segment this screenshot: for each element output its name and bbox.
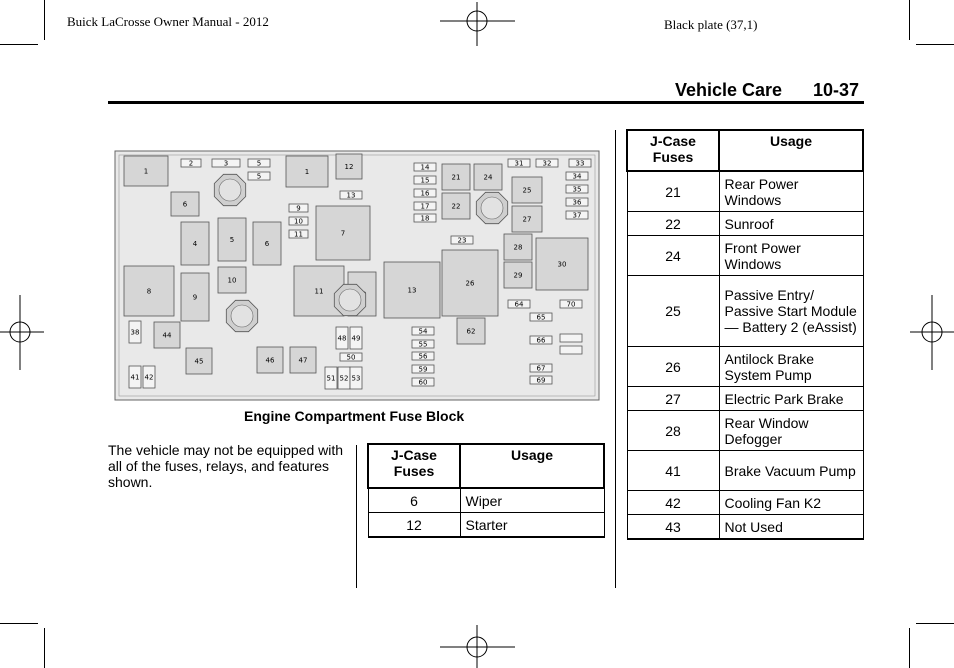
fuse-label: 1: [143, 167, 149, 176]
fuse-usage: Rear Window Defogger: [719, 411, 863, 451]
fuse-label: 37: [572, 211, 582, 220]
fuse-table-right: [626, 129, 864, 540]
fuse-label: 66: [536, 336, 546, 345]
fuse-usage: Passive Entry/ Passive Start Module — Battery 2 (eAssist): [719, 276, 863, 347]
fuse-usage: Electric Park Brake: [719, 387, 863, 411]
fuse-label: 33: [575, 159, 585, 168]
crop-mark: [916, 623, 954, 624]
plate-label: Black plate (37,1): [664, 17, 758, 32]
table-row: [627, 451, 863, 491]
fuse-label: 62: [466, 327, 476, 336]
fuse-label: 36: [572, 198, 582, 207]
crop-mark: [0, 623, 38, 624]
fuse-label: 69: [536, 376, 546, 385]
table-row: [627, 236, 863, 276]
fuse-usage: Brake Vacuum Pump: [719, 451, 863, 491]
table-row: [627, 515, 863, 540]
fuse-label: 48: [337, 334, 347, 343]
fuse-label: 14: [420, 163, 430, 172]
fuse-label: 9: [192, 293, 198, 302]
fuse-number: 41: [627, 451, 719, 491]
crop-mark: [909, 628, 910, 668]
fuse-slot: [560, 334, 582, 342]
fuse-usage: Wiper: [460, 488, 604, 513]
fuse-label: 18: [420, 214, 430, 223]
fuse-label: 34: [572, 172, 582, 181]
table-row: [627, 411, 863, 451]
table-row: [627, 347, 863, 387]
fuse-label: 50: [346, 353, 356, 362]
crop-mark: [909, 0, 910, 40]
column-divider: [356, 445, 357, 588]
table-row: [368, 488, 604, 513]
fuse-label: 6: [264, 240, 270, 248]
fuse-label: 5: [256, 159, 262, 168]
section-title: Vehicle Care: [675, 80, 783, 100]
fuse-number: 24: [627, 236, 719, 276]
fuse-usage: Sunroof: [719, 212, 863, 236]
fuse-label: 7: [340, 229, 346, 238]
col-header-fuses: J-Case Fuses: [627, 130, 719, 171]
manual-title: Buick LaCrosse Owner Manual - 2012: [67, 14, 269, 29]
fuse-label: 25: [522, 186, 532, 195]
fuse-label: 32: [542, 159, 552, 168]
fuse-label: 3: [223, 159, 229, 168]
fuse-label: 16: [420, 189, 430, 198]
fuse-number: 21: [627, 171, 719, 212]
fuse-label: 1: [304, 168, 310, 176]
fuse-label: 12: [344, 163, 354, 171]
fuse-label: 10: [227, 276, 237, 285]
fuse-number: 6: [368, 488, 460, 513]
fuse-label: 4: [192, 240, 198, 248]
registration-mark-bottom: [440, 625, 515, 668]
fuse-label: 30: [557, 260, 567, 269]
fuse-label: 27: [522, 215, 532, 224]
fuse-usage: Not Used: [719, 515, 863, 540]
fuse-label: 49: [351, 334, 361, 343]
registration-mark-left: [0, 295, 44, 370]
fuse-label: 29: [513, 271, 523, 280]
fuse-label: 52: [339, 374, 349, 383]
fuse-label: 17: [420, 202, 430, 211]
fuse-label: 46: [265, 356, 275, 365]
fuse-label: 60: [418, 378, 428, 387]
fuse-block-diagram: [114, 150, 600, 402]
fuse-label: 21: [451, 173, 461, 182]
fuse-label: 31: [514, 159, 524, 168]
fuse-number: 43: [627, 515, 719, 540]
fuse-number: 22: [627, 212, 719, 236]
table-row: [627, 387, 863, 411]
table-row: [627, 276, 863, 347]
fuse-usage: Antilock Brake System Pump: [719, 347, 863, 387]
fuse-slot: [560, 346, 582, 354]
fuse-label: 11: [314, 287, 324, 296]
fuse-label: 56: [418, 352, 428, 361]
fuse-usage: Starter: [460, 513, 604, 538]
fuse-label: 11: [294, 230, 303, 239]
fuse-label: 26: [465, 279, 475, 288]
figure-caption: Engine Compartment Fuse Block: [244, 408, 465, 424]
fuse-usage: Cooling Fan K2: [719, 491, 863, 515]
fuse-label: 5: [256, 172, 262, 181]
fuse-label: 41: [130, 373, 140, 382]
fuse-label: 53: [351, 374, 361, 383]
fuse-label: 23: [457, 236, 467, 245]
registration-mark-top: [440, 2, 515, 46]
stud-center: [339, 289, 361, 311]
crop-mark: [916, 44, 954, 45]
table-row: [627, 212, 863, 236]
col-header-fuses: J-Case Fuses: [368, 444, 460, 488]
fuse-number: 12: [368, 513, 460, 538]
fuse-label: 28: [513, 243, 523, 252]
fuse-number: 28: [627, 411, 719, 451]
registration-mark-right: [910, 295, 954, 370]
fuse-label: 22: [451, 202, 461, 211]
header-rule: [108, 101, 864, 104]
fuse-label: 54: [418, 327, 428, 336]
fuse-label: 35: [572, 185, 582, 194]
fuse-label: 55: [418, 340, 428, 349]
col-header-usage: Usage: [719, 130, 863, 171]
fuse-label: 45: [194, 357, 204, 366]
fuse-label: 8: [146, 287, 152, 296]
fuse-label: 70: [566, 300, 576, 309]
table-row: [627, 491, 863, 515]
fuse-label: 9: [296, 204, 301, 213]
fuse-label: 64: [514, 300, 524, 309]
fuse-label: 6: [182, 200, 188, 209]
column-divider: [615, 130, 616, 588]
fuse-label: 38: [130, 328, 140, 337]
fuse-number: 27: [627, 387, 719, 411]
fuse-table-left: [367, 443, 605, 538]
fuse-number: 26: [627, 347, 719, 387]
fuse-label: 24: [483, 173, 493, 182]
intro-text: The vehicle may not be equipped with all of the fuses, relays, and features shown.: [108, 442, 344, 490]
fuse-usage: Rear Power Windows: [719, 171, 863, 212]
crop-mark: [44, 628, 45, 668]
stud-center: [481, 197, 503, 219]
fuse-label: 13: [346, 191, 356, 200]
fuse-label: 5: [229, 236, 235, 244]
page-number: 10-37: [813, 80, 860, 100]
fuse-number: 42: [627, 491, 719, 515]
fuse-label: 44: [162, 331, 172, 340]
crop-mark: [44, 0, 45, 40]
col-header-usage: Usage: [460, 444, 604, 488]
fuse-label: 42: [144, 373, 154, 382]
fuse-label: 51: [326, 374, 336, 383]
fuse-label: 10: [294, 217, 303, 226]
table-row: [368, 513, 604, 538]
table-row: [627, 171, 863, 212]
fuse-usage: Front Power Windows: [719, 236, 863, 276]
fuse-label: 15: [420, 176, 430, 185]
stud-center: [231, 305, 253, 327]
fuse-label: 65: [536, 313, 546, 322]
fuse-label: 47: [298, 356, 308, 365]
stud-center: [219, 179, 241, 201]
crop-mark: [0, 44, 38, 45]
fuse-number: 25: [627, 276, 719, 347]
fuse-label: 67: [536, 364, 546, 373]
fuse-label: 2: [188, 159, 194, 168]
fuse-label: 59: [418, 365, 428, 374]
fuse-label: 13: [407, 286, 417, 295]
